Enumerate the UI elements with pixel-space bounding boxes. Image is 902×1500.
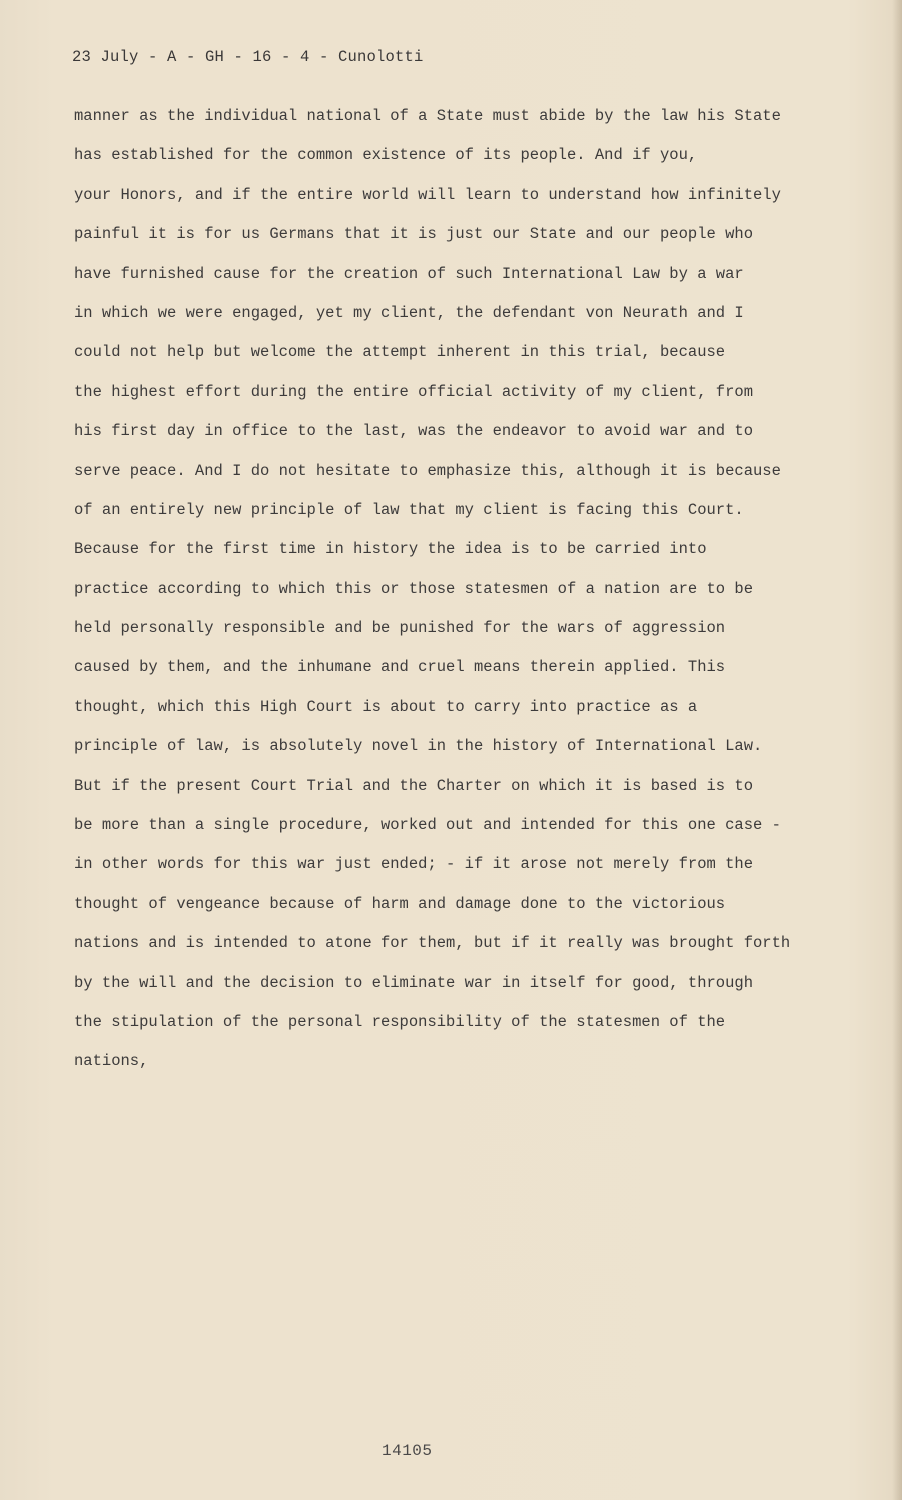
text-line: principle of law, is absolutely novel in the history of International Law. xyxy=(74,737,763,756)
text-line: has established for the common existence of its people. And if you, xyxy=(74,146,698,165)
document-header: 23 July - A - GH - 16 - 4 - Cunolotti xyxy=(72,48,424,66)
text-line: could not help but welcome the attempt inherent in this trial, because xyxy=(74,343,726,362)
transcript-body xyxy=(74,104,834,1089)
text-line: be more than a single procedure, worked out and intended for this one case - xyxy=(74,816,781,835)
text-line: your Honors, and if the entire world will learn to understand how infinitely xyxy=(74,185,781,204)
text-line: thought, which this High Court is about to carry into practice as a xyxy=(74,697,698,716)
text-line: painful it is for us Germans that it is just our State and our people who xyxy=(74,225,754,244)
text-line: in other words for this war just ended; - if it arose not merely from the xyxy=(74,855,754,874)
page-edge-shadow xyxy=(892,0,902,1500)
text-line: serve peace. And I do not hesitate to emphasize this, although it is because xyxy=(74,461,781,480)
text-line: have furnished cause for the creation of such International Law by a war xyxy=(74,264,744,283)
text-line: thought of vengeance because of harm and damage done to the victorious xyxy=(74,894,726,913)
text-line: manner as the individual national of a State must abide by the law his State xyxy=(74,107,781,125)
text-line: nations, xyxy=(74,1052,149,1071)
text-line: But if the present Court Trial and the Charter on which it is based is to xyxy=(74,776,754,795)
text-line: the stipulation of the personal responsibility of the statesmen of the xyxy=(74,1012,726,1031)
text-line: nations and is intended to atone for them, but if it really was brought forth xyxy=(74,934,791,953)
text-line: caused by them, and the inhumane and cruel means therein applied. This xyxy=(74,658,726,677)
text-line: of an entirely new principle of law that my client is facing this Court. xyxy=(74,500,744,519)
text-line: held personally responsible and be punished for the wars of aggression xyxy=(74,619,726,638)
text-line: by the will and the decision to eliminate war in itself for good, through xyxy=(74,973,754,992)
page-number: 14105 xyxy=(382,1442,433,1460)
text-line: the highest effort during the entire official activity of my client, from xyxy=(74,382,754,401)
text-line: in which we were engaged, yet my client, the defendant von Neurath and I xyxy=(74,303,744,322)
text-line: practice according to which this or those statesmen of a nation are to be xyxy=(74,579,754,598)
text-line: Because for the first time in history the idea is to be carried into xyxy=(74,540,707,559)
text-line: his first day in office to the last, was the endeavor to avoid war and to xyxy=(74,422,754,441)
